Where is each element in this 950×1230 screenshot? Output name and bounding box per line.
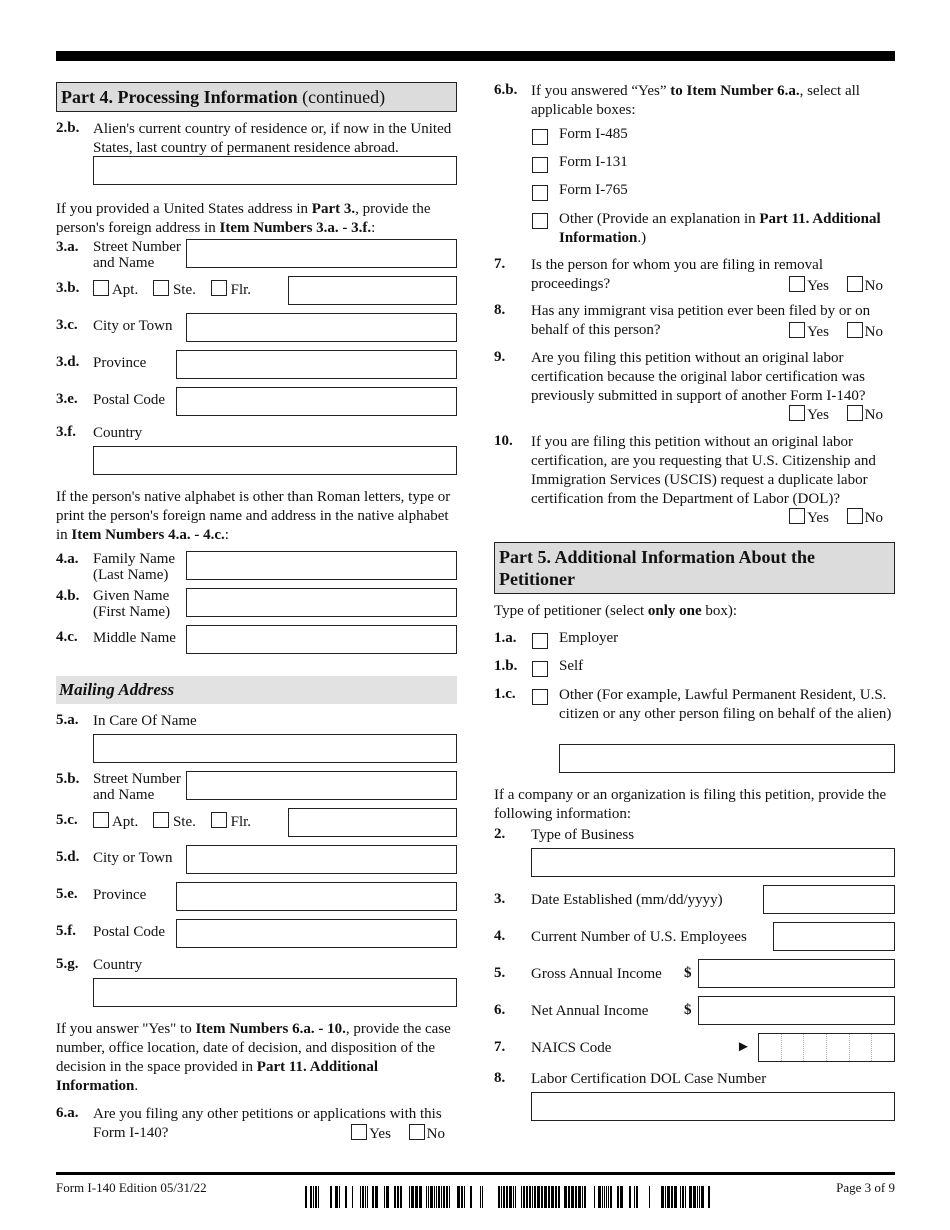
item-3a-label: Street Number and Name [93,239,181,271]
naics-code-input[interactable] [758,1033,895,1062]
item-4a-number: 4.a. [56,551,79,567]
item-9 [494,349,895,433]
type-of-business-input[interactable] [531,848,895,877]
mailing-apt-label: Apt. [111,814,139,830]
mailing-city-input[interactable] [186,845,457,874]
net-income-dollar: $ [684,1002,692,1018]
form-i485-label: Form I-485 [559,126,628,142]
item-3-label: Date Established (mm/dd/yyyy) [531,892,723,908]
item-5d [56,845,457,882]
foreign-intro-text-1: If you provided a United States address in [56,201,312,217]
item-5g-number: 5.g. [56,956,79,972]
yes-answer-intro [56,1020,457,1098]
mailing-ste-label: Ste. [172,814,196,830]
employer-label: Employer [559,630,619,646]
item-2-label: Type of Business [531,827,635,843]
item-3c-label: City or Town [93,318,173,334]
item-3c [56,313,457,350]
item-4a [56,551,457,588]
option-form-i485 [494,126,895,154]
right-column [494,82,895,1128]
part5-header: Part 5. Additional Information About the Petitioner [494,542,895,594]
item-8-yes-checkbox[interactable] [789,322,805,338]
foreign-street-input[interactable] [186,239,457,268]
item-6a-no-label: No [426,1126,445,1142]
self-checkbox[interactable] [532,661,548,677]
foreign-intro-bold-2: Item Numbers 3.a. - 3.f. [219,220,372,236]
item-3c-number: 3.c. [56,317,78,333]
petitioner-type-text-1: Type of petitioner (select [494,603,648,619]
item-6a-yes-label: Yes [369,1126,391,1142]
item-9-text: Are you filing this petition without an original labor certification because the original labor certification was previously submitted in support of another Form I-140? [531,350,866,404]
foreign-address-intro [56,200,457,240]
item-10-yes-checkbox[interactable] [789,508,805,524]
top-rule [56,51,895,61]
other-checkbox[interactable] [532,213,548,229]
item-5a-field-row [56,734,457,771]
item-3b-number: 3.b. [56,280,80,296]
item-3e-number: 3.e. [56,391,78,407]
foreign-intro-text-2: , provide the person's foreign address in [56,201,431,236]
mailing-flr-label: Flr. [230,814,252,830]
other-petitioner-checkbox[interactable] [532,689,548,705]
item-8-yes-no [789,322,883,341]
item-9-no-label: No [864,407,883,423]
item-5-label: Gross Annual Income [531,966,662,982]
item-10-text: If you are filing this petition without an original labor certification, are you requesting that U.S. Citizenship and Immigration Services (USCIS) request a duplicate labor certification from the Department of Labor (DOL)? [531,434,876,507]
number-of-employees-input[interactable] [773,922,895,951]
item-2b-text: Alien's current country of residence or, if now in the United States, last country of permanent residence abroad. [93,121,452,156]
form-i765-checkbox[interactable] [532,185,548,201]
item-10 [494,433,895,529]
petitioner-type-intro [494,602,895,630]
mailing-flr-checkbox[interactable] [211,812,227,828]
company-intro: If a company or an organization is filing this petition, provide the following information: [494,787,887,822]
native-family-name-input[interactable] [186,551,457,580]
item-8-dol-field-row [494,1092,895,1128]
item-1c-number: 1.c. [494,686,516,702]
item-7-text: Is the person for whom you are filing in removal proceedings? [531,257,824,292]
item-10-yes-label: Yes [807,510,829,526]
item-3a [56,239,457,276]
footer-rule [56,1172,895,1175]
other-label-text-1: Other (Provide an explanation in [559,211,760,227]
item-4b [56,588,457,625]
item-4c [56,625,457,662]
item-5c [56,808,457,845]
item-6 [494,996,895,1033]
item-6b [494,82,895,126]
item-1c-field-row [494,744,895,780]
mailing-country-input[interactable] [93,978,457,1007]
item-3b [56,276,457,313]
flr-label: Flr. [230,282,252,298]
item-4c-number: 4.c. [56,629,78,645]
mailing-address-header: Mailing Address [56,676,457,704]
item-4 [494,922,895,959]
item-9-yes-no [789,405,883,424]
item-6a-no-checkbox[interactable] [409,1124,425,1140]
yes-intro-bold-1: Item Numbers 6.a. - 10. [195,1021,346,1037]
native-alphabet-intro [56,488,457,548]
other-petitioner-input[interactable] [559,744,895,773]
foreign-country-input[interactable] [93,446,457,475]
form-i765-label: Form I-765 [559,182,628,198]
dol-case-number-input[interactable] [531,1092,895,1121]
item-5-number: 5. [494,965,506,981]
item-4c-label: Middle Name [93,630,176,646]
item-9-number: 9. [494,349,506,365]
form-i485-checkbox[interactable] [532,129,548,145]
item-5a-label: In Care Of Name [93,713,197,729]
item-10-yes-no [789,508,883,527]
item-3d-label: Province [93,355,147,371]
mailing-unit-number-input[interactable] [288,808,457,837]
country-of-residence-input[interactable] [93,156,457,185]
dol-case-label: Labor Certification DOL Case Number [531,1071,767,1087]
item-1b-number: 1.b. [494,658,518,674]
native-intro-bold: Item Numbers 4.a. - 4.c. [71,527,225,543]
other-label [559,210,895,248]
native-intro-text-1: If the person's native alphabet is other than Roman letters, type or print the person's foreign name and address in the native alphabet in [56,489,451,543]
item-9-no-checkbox[interactable] [847,405,863,421]
item-8-yes-label: Yes [807,324,829,340]
barcode-image [305,1186,715,1208]
option-other [494,210,895,256]
item-7-naics [494,1033,895,1070]
item-5e [56,882,457,919]
item-8-no-label: No [864,324,883,340]
item-3d [56,350,457,387]
part4-continued: (continued) [302,87,386,107]
item-3f-label: Country [93,425,143,441]
item-7-no-checkbox[interactable] [847,276,863,292]
item-7-yes-label: Yes [807,278,829,294]
item-2b [56,120,457,156]
item-2-number: 2. [494,826,506,842]
item-5c-unit-type [93,812,251,831]
item-1c [494,686,895,744]
other-petitioner-label: Other (For example, Lawful Permanent Resident, U.S. citizen or any other person filing on behalf of the alien) [559,687,892,722]
native-intro-text-2: : [224,527,229,543]
item-5d-number: 5.d. [56,849,80,865]
apt-checkbox[interactable] [93,280,109,296]
item-10-no-label: No [864,510,883,526]
gross-annual-income-input[interactable] [698,959,895,988]
item-5d-label: City or Town [93,850,173,866]
item-5g [56,956,457,978]
naics-label: NAICS Code [531,1040,612,1056]
item-3f-field-row [56,446,457,482]
petitioner-type-bold: only one [647,603,702,619]
in-care-of-name-input[interactable] [93,734,457,763]
foreign-city-input[interactable] [186,313,457,342]
foreign-intro-bold-1: Part 3. [311,201,356,217]
item-6-label: Net Annual Income [531,1003,649,1019]
item-4-label: Current Number of U.S. Employees [531,929,747,945]
form-i131-checkbox[interactable] [532,157,548,173]
part4-title: Part 4. Processing Information [61,87,298,107]
item-5b-label: Street Number and Name [93,771,181,803]
item-7-no-label: No [864,278,883,294]
item-5c-number: 5.c. [56,812,78,828]
part4-header [56,82,457,112]
item-2b-field-row [56,156,457,192]
item-4-number: 4. [494,928,506,944]
item-5a-number: 5.a. [56,712,79,728]
item-7-number: 7. [494,256,506,272]
self-label: Self [559,658,584,674]
left-column [56,82,457,1145]
item-6a [56,1105,457,1145]
item-3e-label: Postal Code [93,392,166,408]
item-5f-label: Postal Code [93,924,166,940]
item-6b-text-bold: to Item Number 6.a. [670,83,800,99]
item-6a-number: 6.a. [56,1105,79,1121]
item-1b [494,658,895,686]
petitioner-type-text-2: box): [701,603,738,619]
mailing-street-input[interactable] [186,771,457,800]
item-5b-number: 5.b. [56,771,80,787]
ste-checkbox[interactable] [153,280,169,296]
item-5b [56,771,457,808]
option-form-i131 [494,154,895,182]
form-i131-label: Form I-131 [559,154,628,170]
ste-label: Ste. [172,282,196,298]
item-5e-label: Province [93,887,147,903]
item-6b-number: 6.b. [494,82,518,98]
item-3-number: 3. [494,891,506,907]
yes-intro-bold-2: Part 11. Additional Information [56,1059,379,1094]
naics-number: 7. [494,1039,506,1055]
item-5f-number: 5.f. [56,923,76,939]
foreign-unit-number-input[interactable] [288,276,457,305]
item-8-dol [494,1070,895,1092]
item-2b-number: 2.b. [56,120,80,136]
item-8 [494,302,895,349]
item-6-number: 6. [494,1002,506,1018]
item-7 [494,256,895,302]
footer-page-number: Page 3 of 9 [836,1180,895,1195]
item-9-yes-label: Yes [807,407,829,423]
item-3 [494,885,895,922]
option-form-i765 [494,182,895,210]
item-8-text: Has any immigrant visa petition ever been filed by or on behalf of this person? [531,303,871,338]
item-6a-text: Are you filing any other petitions or applications with this Form I-140? [93,1106,442,1141]
mailing-ste-checkbox[interactable] [153,812,169,828]
other-label-bold: Part 11. Additional Information [559,211,881,246]
item-2 [494,826,895,848]
item-3a-number: 3.a. [56,239,79,255]
item-7-yes-no [789,276,883,295]
item-6a-yes-checkbox[interactable] [351,1124,367,1140]
yes-intro-text-2: , provide the case number, office location, date of decision, and disposition of the decision in the space provided in [56,1021,451,1075]
naics-arrow-icon: ► [736,1039,751,1055]
other-label-text-2: .) [637,230,647,246]
gross-income-dollar: $ [684,965,692,981]
native-given-name-input[interactable] [186,588,457,617]
item-1a [494,630,895,658]
item-4b-number: 4.b. [56,588,80,604]
foreign-province-input[interactable] [176,350,457,379]
item-6b-text-1: If you answered “Yes” [531,83,671,99]
item-10-no-checkbox[interactable] [847,508,863,524]
item-3b-unit-type [93,280,251,299]
yes-intro-text-3: . [134,1078,139,1094]
item-5 [494,959,895,996]
item-9-yes-checkbox[interactable] [789,405,805,421]
item-3e [56,387,457,424]
item-3f-number: 3.f. [56,424,76,440]
mailing-postal-code-input[interactable] [176,919,457,948]
item-4b-label: Given Name (First Name) [93,588,171,620]
yes-intro-text-1: If you answer "Yes" to [56,1021,196,1037]
item-3f [56,424,457,446]
item-8-no-checkbox[interactable] [847,322,863,338]
item-5a [56,712,457,734]
item-4a-label: Family Name (Last Name) [93,551,176,583]
item-1a-number: 1.a. [494,630,517,646]
item-6a-yes-no [351,1124,445,1143]
flr-checkbox[interactable] [211,280,227,296]
native-middle-name-input[interactable] [186,625,457,654]
item-8-number: 8. [494,302,506,318]
item-5g-label: Country [93,957,143,973]
foreign-postal-code-input[interactable] [176,387,457,416]
item-2-field-row [494,848,895,885]
dol-case-number: 8. [494,1070,506,1086]
apt-label: Apt. [111,282,139,298]
item-6b-text [531,82,895,120]
item-5f [56,919,457,956]
item-10-number: 10. [494,433,513,449]
mailing-province-input[interactable] [176,882,457,911]
foreign-intro-text-3: : [371,220,376,236]
employer-checkbox[interactable] [532,633,548,649]
footer-form-edition: Form I-140 Edition 05/31/22 [56,1180,207,1195]
item-5e-number: 5.e. [56,886,78,902]
item-5g-field-row [56,978,457,1014]
net-annual-income-input[interactable] [698,996,895,1025]
item-6b-text-2: , select all applicable boxes: [531,83,860,118]
date-established-input[interactable] [763,885,895,914]
mailing-apt-checkbox[interactable] [93,812,109,828]
item-3d-number: 3.d. [56,354,80,370]
item-7-yes-checkbox[interactable] [789,276,805,292]
